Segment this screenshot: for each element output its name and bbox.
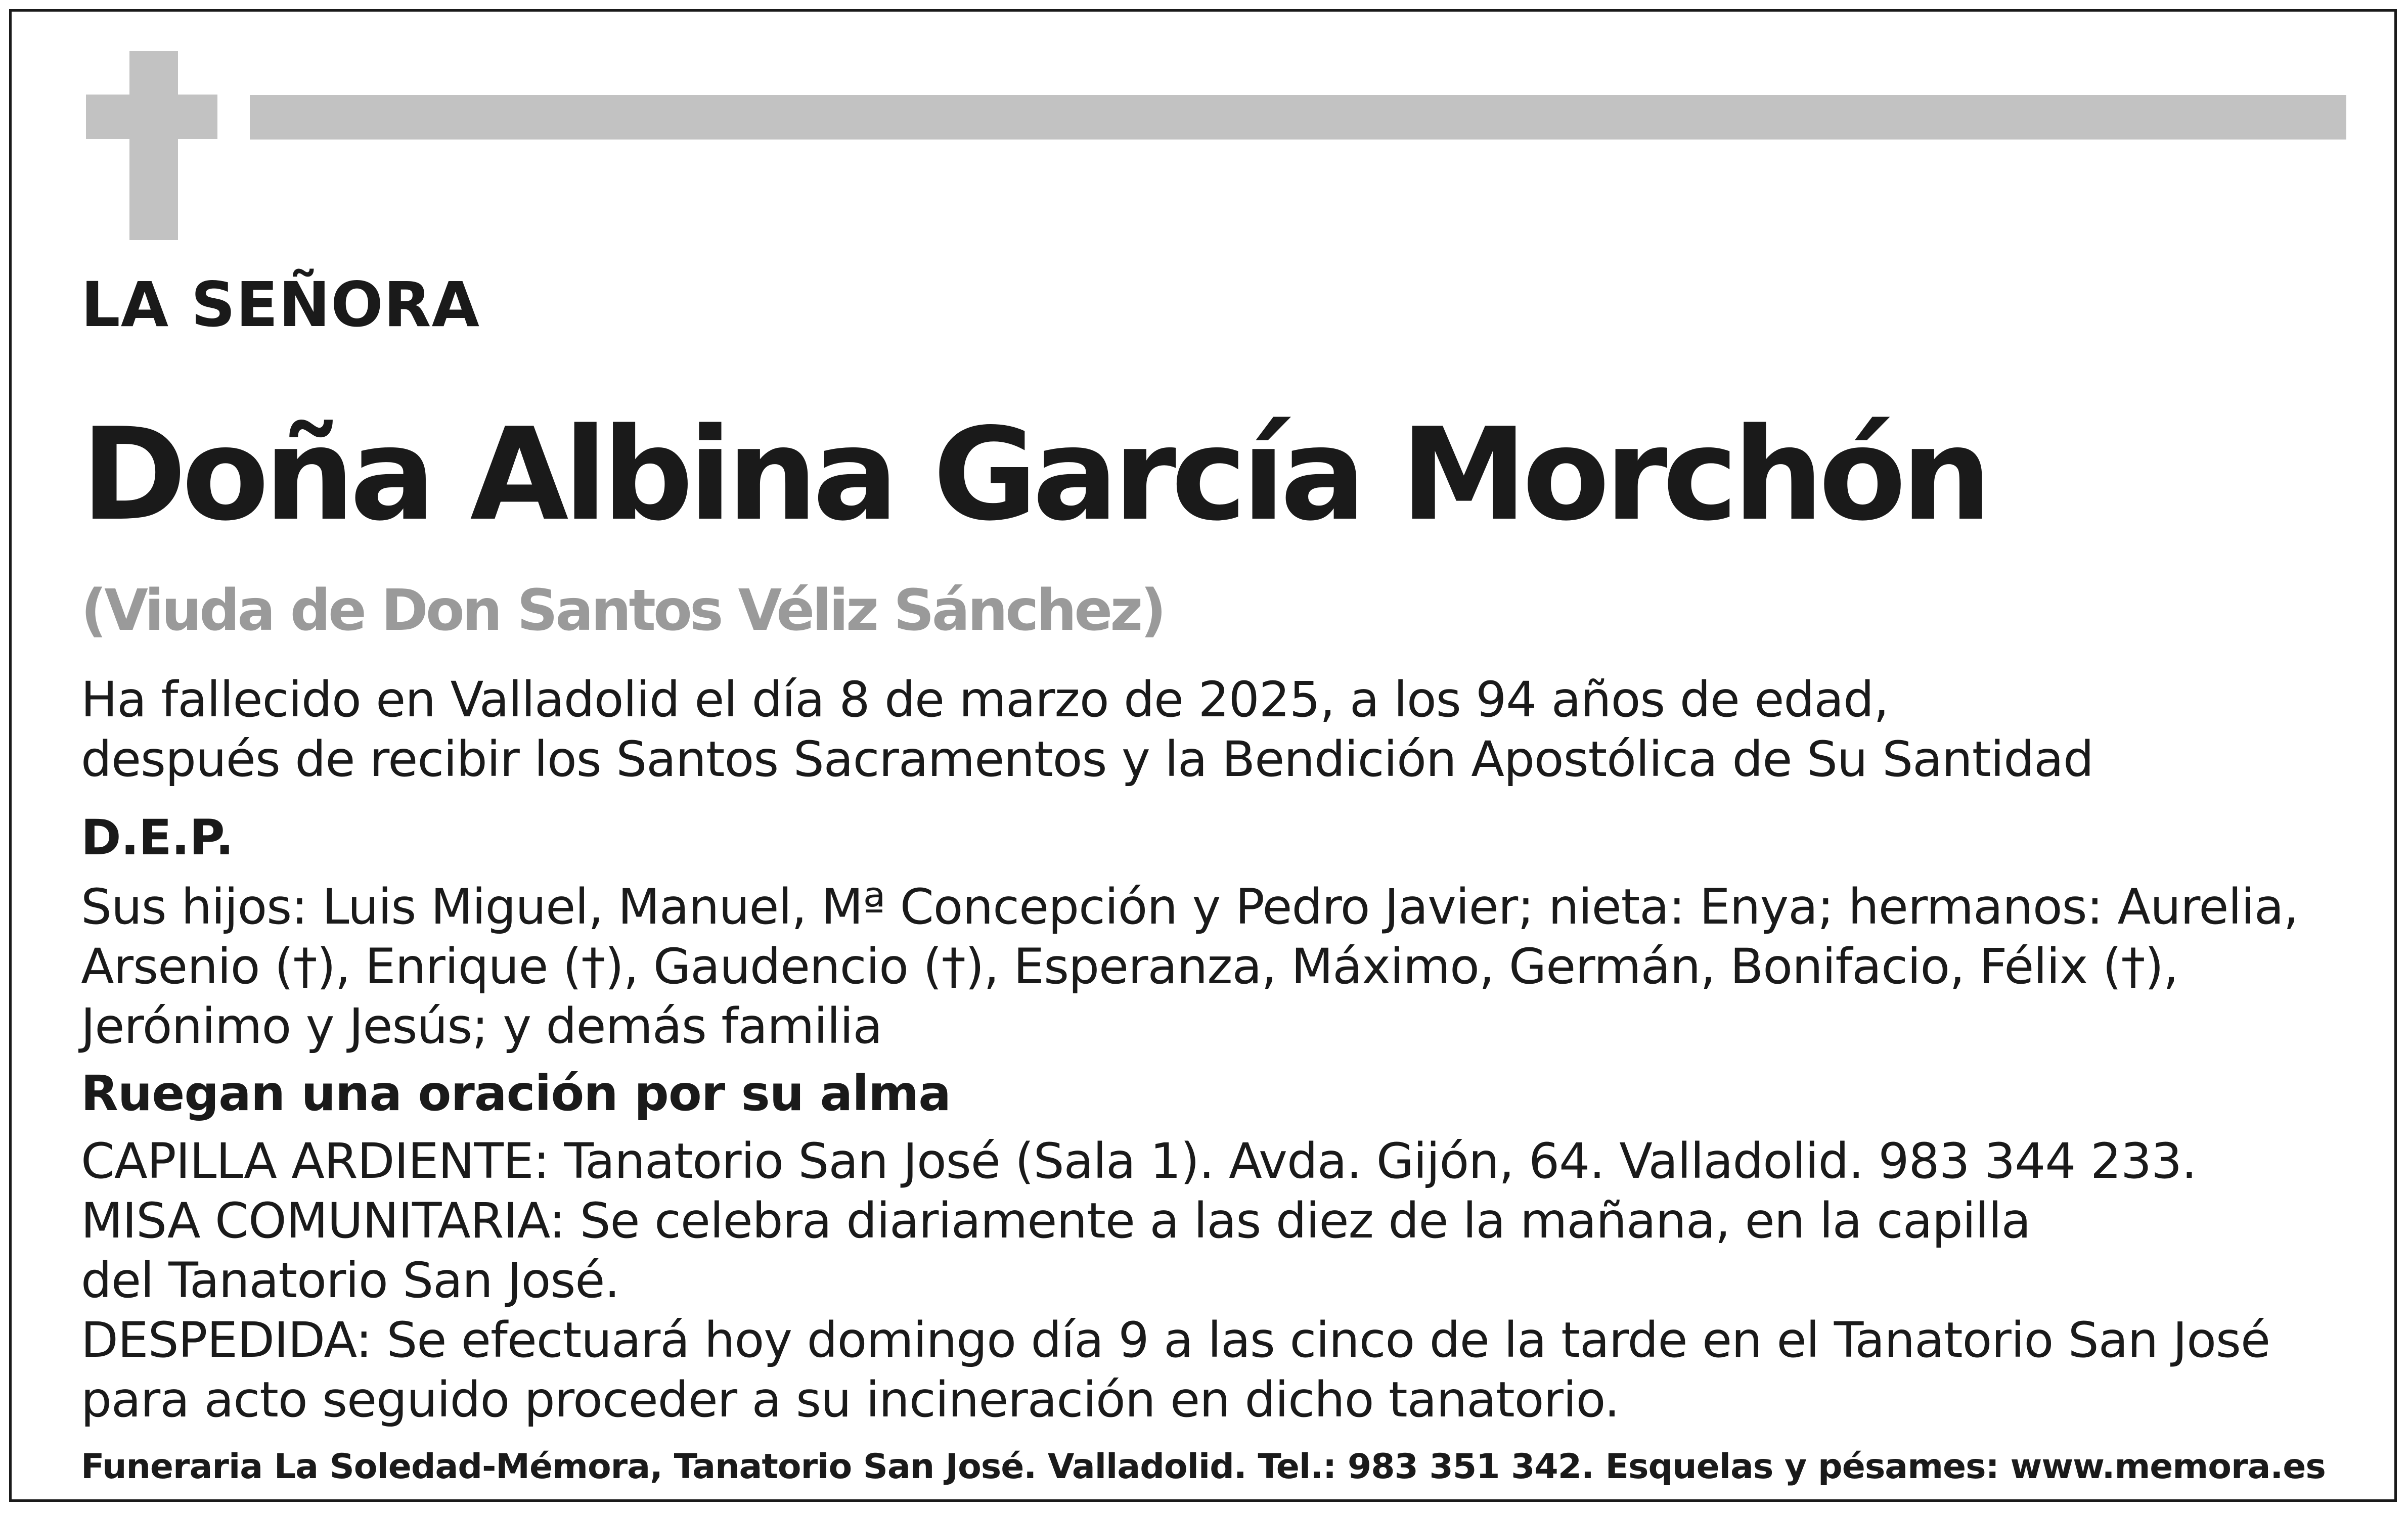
prayer-line: Ruegan una oración por su alma (81, 1065, 951, 1122)
death-line-2: después de recibir los Santos Sacramentos y la Bendición Apostólica de Su Santidad (81, 731, 2093, 788)
family-line-2: Arsenio (†), Enrique (†), Gaudencio (†), Esperanza, Máximo, Germán, Bonifacio, Félix (†), (81, 938, 2178, 995)
service-line-1: CAPILLA ARDIENTE: Tanatorio San José (Sala 1). Avda. Gijón, 64. Valladolid. 983 344 233. (81, 1133, 2197, 1189)
death-line-1: Ha fallecido en Valladolid el día 8 de marzo de 2025, a los 94 años de edad, (81, 671, 1889, 728)
rip-line: D.E.P. (81, 809, 234, 866)
honorific: LA SEÑORA (81, 269, 480, 341)
service-line-5: para acto seguido proceder a su incineración en dicho tanatorio. (81, 1371, 1620, 1428)
service-line-3: del Tanatorio San José. (81, 1252, 619, 1309)
widow-of: (Viuda de Don Santos Véliz Sánchez) (81, 578, 1164, 644)
cross-horizontal-bar (86, 95, 217, 139)
cross-vertical-bar (129, 51, 178, 240)
family-line-1: Sus hijos: Luis Miguel, Manuel, Mª Concepción y Pedro Javier; nieta: Enya; hermanos: Aurelia, (81, 879, 2299, 935)
header-divider-bar (250, 95, 2346, 140)
funeral-home-footer: Funeraria La Soledad-Mémora, Tanatorio San José. Valladolid. Tel.: 983 351 342. Esquelas y pésames: www.memora.es (81, 1447, 2326, 1487)
service-line-4: DESPEDIDA: Se efectuará hoy domingo día 9 a las cinco de la tarde en el Tanatorio San José (81, 1312, 2270, 1368)
deceased-name: Doña Albina García Morchón (81, 401, 1987, 549)
service-line-2: MISA COMUNITARIA: Se celebra diariamente a las diez de la mañana, en la capilla (81, 1193, 2031, 1249)
family-line-3: Jerónimo y Jesús; y demás familia (81, 998, 882, 1054)
